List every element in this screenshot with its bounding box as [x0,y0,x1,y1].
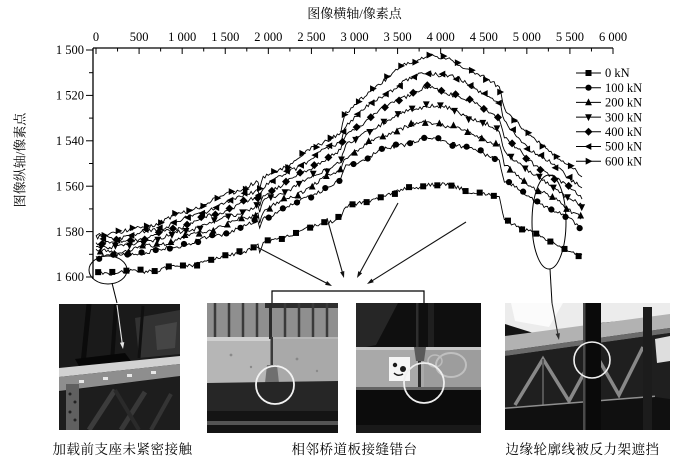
photo-deck-joint-front [207,303,338,433]
svg-text:1 580: 1 580 [55,224,84,239]
svg-text:6 000: 6 000 [598,30,628,44]
photo-deck-joint-side-image [356,303,481,433]
svg-text:1 520: 1 520 [55,88,84,103]
caption-support-gap: 加载前支座未紧密接触 [52,442,193,457]
svg-text:4 500: 4 500 [469,30,498,44]
photo-reaction-frame [505,303,670,430]
svg-text:1 560: 1 560 [55,179,84,194]
x-axis-title: 图像横轴/像素点 [307,6,402,21]
photo-deck-joint-side [356,303,481,433]
svg-text:1 600: 1 600 [55,270,84,285]
photo-deck-joint-front-image [207,303,338,433]
svg-text:200 kN: 200 kN [605,95,643,110]
svg-text:500 kN: 500 kN [605,139,643,154]
photo-reaction-frame-image [505,303,670,430]
svg-text:3 000: 3 000 [340,30,369,44]
svg-text:0 kN: 0 kN [605,66,630,81]
svg-text:4 000: 4 000 [426,30,455,44]
svg-text:500: 500 [129,30,149,44]
photo-support-gap [59,304,180,430]
photo-support-image [59,304,180,430]
svg-text:2 500: 2 500 [297,30,326,44]
svg-text:100 kN: 100 kN [605,80,643,95]
svg-text:300 kN: 300 kN [605,110,643,125]
svg-text:3 500: 3 500 [383,30,412,44]
svg-text:1 500: 1 500 [211,30,240,44]
svg-text:1 000: 1 000 [168,30,197,44]
svg-text:1 540: 1 540 [55,134,84,148]
svg-text:400 kN: 400 kN [605,125,643,139]
caption-reaction-frame: 边缘轮廓线被反力架遮挡 [505,442,660,457]
caption-deck-joint: 相邻桥道板接缝错台 [291,442,418,457]
svg-text:0: 0 [92,30,100,44]
svg-text:2 000: 2 000 [254,30,283,44]
svg-text:600 kN: 600 kN [605,154,643,169]
svg-text:1 500: 1 500 [55,43,84,58]
svg-text:5 000: 5 000 [512,30,541,44]
y-axis-title: 图像纵轴/像素点 [12,112,28,208]
svg-text:5 500: 5 500 [555,30,584,44]
